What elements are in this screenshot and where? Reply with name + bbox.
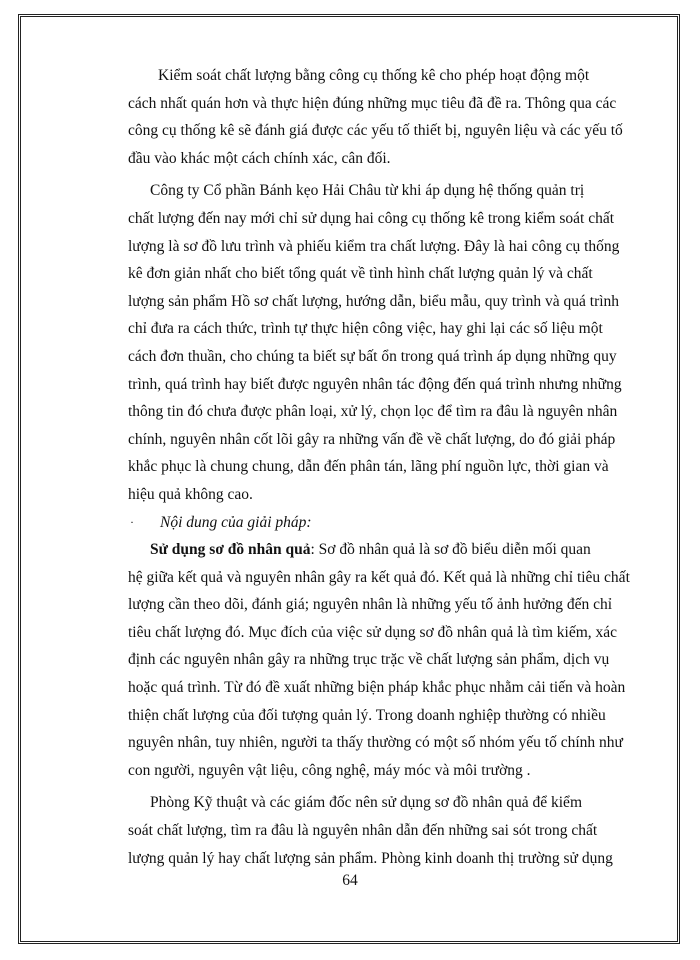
solution-content-heading [128, 509, 628, 537]
paragraph-line: Kiểm soát chất lượng bằng công cụ thống kê cho phép hoạt động một [158, 67, 590, 84]
paragraph-line: Phòng Kỹ thuật và các giám đốc nên sử dụng sơ đồ nhân quả để kiểm [150, 794, 582, 812]
paragraph-first-line [128, 536, 628, 564]
paragraph-line: lượng sản phẩm Hồ sơ chất lượng, hướng dẫn, biểu mẫu, quy trình và quá trình [128, 292, 620, 310]
paragraph-line: nguyên nhân, tuy nhiên, người ta thấy thường có một số nhóm yếu tố chính như [128, 734, 623, 752]
paragraph-line: soát chất lượng, tìm ra đâu là nguyên nhân dẫn đến những sai sót trong chất [128, 822, 598, 840]
page-number: 64 [342, 872, 358, 889]
bold-lead-text: Sử dụng sơ đồ nhân quả [150, 541, 311, 559]
heading-text: Nội dung của giải pháp: [160, 513, 312, 531]
paragraph-company-quality [128, 177, 628, 508]
paragraph-line: tiêu chất lượng đó. Mục đích của việc sử dụng sơ đồ nhân quả là tìm kiếm, xác [128, 623, 618, 641]
lead-rest-text: : Sơ đồ nhân quả là sơ đồ biểu diễn mối quan [310, 541, 591, 559]
paragraph-line: chất lượng đến nay mới chỉ sử dụng hai công cụ thống kê trong kiểm soát chất [128, 209, 615, 227]
paragraph-line: cách nhất quán hơn và thực hiện đúng những mục tiêu đã đề ra. Thông qua các [128, 94, 617, 112]
paragraph-line: cách đơn thuần, cho chúng ta biết sự bất ổn trong quá trình áp dụng những quy [128, 347, 617, 365]
paragraph-line: con người, nguyên vật liệu, công nghệ, máy móc và môi trường . [128, 761, 531, 779]
paragraph-line: định các nguyên nhân gây ra những trục trặc về chất lượng sản phẩm, dịch vụ [128, 651, 610, 669]
bullet-icon: · [130, 514, 134, 529]
paragraph-technical-department [128, 789, 628, 872]
paragraph-line: lượng quản lý hay chất lượng sản phẩm. Phòng kinh doanh thị trường sử dụng [128, 849, 613, 867]
paragraph-line: hiệu quả không cao. [128, 485, 253, 503]
paragraph-line: trình, quá trình hay biết được nguyên nhân tác động đến quá trình nhưng những [128, 375, 622, 393]
paragraph-line: kê đơn giản nhất cho biết tổng quát về tình hình chất lượng quản lý và chất [128, 265, 593, 283]
paragraph-line: đầu vào khác một cách chính xác, cân đối. [128, 149, 391, 167]
paragraph-line: chỉ đưa ra cách thức, trình tự thực hiện công việc, hay ghi lại các số liệu một [128, 320, 603, 338]
paragraph-line: công cụ thống kê sẽ đánh giá được các yếu tố thiết bị, nguyên liệu và các yếu tố [128, 122, 623, 140]
paragraph-line: hệ giữa kết quả và nguyên nhân gây ra kết quả đó. Kết quả là những chỉ tiêu chất [128, 568, 630, 586]
paragraph-line: khắc phục là chung chung, dẫn đến phân tán, lãng phí nguồn lực, thời gian và [128, 458, 609, 476]
document-body [128, 62, 628, 872]
paragraph-cause-effect-diagram [128, 536, 628, 784]
paragraph-statistical-tools [128, 62, 628, 172]
paragraph-line: thiện chất lượng của đối tượng quản lý. Trong doanh nghiệp thường có nhiều [128, 706, 606, 724]
paragraph-line: hoặc quá trình. Từ đó đề xuất những biện pháp khắc phục nhằm cải tiến và hoàn [128, 679, 626, 697]
paragraph-line: lượng là sơ đồ lưu trình và phiếu kiểm tra chất lượng. Đây là hai công cụ thống [128, 237, 620, 255]
paragraph-line: thông tin đó chưa được phân loại, xử lý, chọn lọc để tìm ra đâu là nguyên nhân [128, 403, 618, 421]
paragraph-line: lượng cần theo dõi, đánh giá; nguyên nhân là những yếu tố ảnh hưởng đến chỉ [128, 596, 613, 614]
paragraph-line: chính, nguyên nhân cốt lõi gây ra những vấn đề về chất lượng, do đó giải pháp [128, 430, 616, 448]
paragraph-line: Công ty Cổ phần Bánh kẹo Hải Châu từ khi áp dụng hệ thống quản trị [150, 182, 585, 200]
